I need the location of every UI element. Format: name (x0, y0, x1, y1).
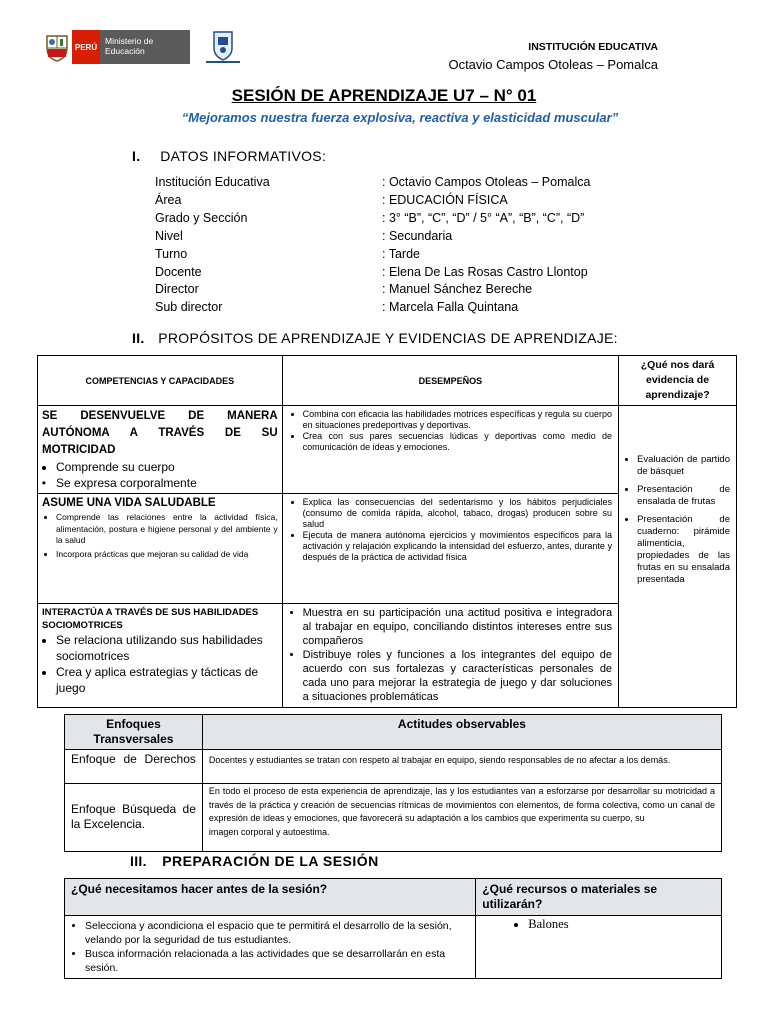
list-item: • Se expresa corporalmente (56, 475, 278, 491)
list-item: • Distribuye roles y funciones a los integrantes del equipo de acuerdo con sus fortalezas y características personales de cada uno para mejorar la estrategia de juego y dar soluciones a situaciones problemáticas (303, 648, 612, 704)
section-3-heading (130, 853, 379, 869)
table-header-row (65, 879, 722, 916)
info-value: : 3° “B”, “C”, “D” / 5° “A”, “B”, “C”, “D” (382, 211, 585, 225)
learning-purposes-table (37, 355, 737, 708)
section-3-number: III. (130, 853, 147, 869)
info-value: : Marcela Falla Quintana (382, 300, 519, 314)
list-item: • Muestra en su participación una actitud positiva e integradora al trabajar en equipo, conciliando distintos intereses entre sus compañeros (303, 606, 612, 648)
evidencias-list (625, 454, 730, 586)
antes-list (71, 919, 469, 975)
info-label: Docente (155, 265, 202, 279)
list-item: • Explica las consecuencias del sedentarismo y los hábitos perjudiciales (consumo de comida rápida, alcohol, tabaco, drogas) producen sobre su salud (303, 497, 612, 530)
header-desempenos: DESEMPEÑOS (282, 356, 618, 406)
info-label: Director (155, 282, 199, 296)
section-2-title: PROPÓSITOS DE APRENDIZAJE Y EVIDENCIAS DE APRENDIZAJE: (158, 330, 618, 346)
list-item: • Balones (528, 917, 715, 931)
table-header-row (38, 356, 737, 406)
actitud-text: En todo el proceso de esta experiencia de aprendizaje, las y los estudiantes van a esforzarse por desarrollar su motricidad a través de la práctica y creación de secuencias rítmicas de movimientos con elementos, de forma colectiva, como un canal de expresión de ideas y emociones, que favorecerá su adaptación a los cambios que experimenta su cuerpo, su (208, 786, 715, 823)
header-competencias: COMPETENCIAS Y CAPACIDADES (38, 356, 283, 406)
list-item: • Busca información relacionada a las actividades que se desarrollarán en esta sesión. (85, 947, 469, 975)
actitud-text-cont: imagen corporal y autoestima. (208, 826, 330, 837)
actitud-cell (202, 784, 721, 852)
recursos-list (506, 917, 715, 931)
list-item: • Evaluación de partido de básquet (637, 454, 730, 478)
header-actitudes: Actitudes observables (202, 715, 721, 750)
info-label: Sub director (155, 300, 223, 314)
list-item: • Comprende su cuerpo (56, 459, 278, 475)
evidencia-cell (619, 406, 737, 708)
enfoques-table (64, 714, 722, 852)
table-row (65, 916, 722, 979)
list-item: • Combina con eficacia las habilidades motrices específicas y regula su cuerpo en situaciones predeportivas y deportivas. (303, 409, 612, 431)
section-2-number: II. (132, 330, 145, 346)
institution-name: Octavio Campos Otoleas – Pomalca (448, 57, 658, 72)
capacidades-list (42, 512, 278, 560)
info-value: : Octavio Campos Otoleas – Pomalca (382, 175, 591, 189)
competencia-cell (38, 604, 283, 708)
info-value: : Manuel Sánchez Bereche (382, 282, 533, 296)
enfoque-cell: Enfoque de Derechos (65, 750, 203, 784)
enfoque-cell: Enfoque Búsqueda de la Excelencia. (65, 784, 203, 852)
list-item: • Presentación de cuaderno: pirámide alimenticia, propiedades de las frutas en su ensalada presentada (637, 514, 730, 586)
info-label: Grado y Sección (155, 211, 248, 225)
header-evidencia: ¿Qué nos dará evidencia de aprendizaje? (619, 356, 737, 406)
capacidades-list (42, 459, 278, 491)
info-value: : Secundaria (382, 229, 453, 243)
competencia-title: INTERACTÚA A TRAVÉS DE SUS HABILIDADES SOCIOMOTRICES (42, 607, 259, 631)
actitud-cell: Docentes y estudiantes se tratan con respeto al trabajar en equipo, siendo responsables de no afectar a los demás. (202, 750, 721, 784)
desempenos-cell (282, 494, 618, 604)
peru-coat-of-arms-icon (42, 30, 72, 64)
header-antes: ¿Qué necesitamos hacer antes de la sesión? (65, 879, 476, 916)
list-item: • Comprende las relaciones entre la actividad física, alimentación, postura e higiene personal y del ambiente y la salud (56, 512, 278, 547)
section-1-heading (132, 148, 326, 164)
recursos-cell (476, 916, 722, 979)
capacidades-list (42, 632, 278, 696)
info-value: : Elena De Las Rosas Castro Llontop (382, 265, 588, 279)
ministry-logo (42, 30, 190, 64)
competencia-title: ASUME UNA VIDA SALUDABLE (42, 497, 216, 509)
desempenos-list (289, 409, 612, 453)
desempenos-cell (282, 604, 618, 708)
section-1-title: DATOS INFORMATIVOS: (160, 148, 327, 164)
info-value: : Tarde (382, 247, 420, 261)
info-label: Turno (155, 247, 188, 261)
list-item: • Se relaciona utilizando sus habilidades sociomotrices (56, 632, 278, 664)
session-title: SESIÓN DE APRENDIZAJE U7 – N° 01 (231, 86, 537, 105)
info-label: Institución Educativa (155, 175, 270, 189)
peru-label: PERÚ (72, 30, 100, 64)
list-item: • Crea con sus pares secuencias lúdicas y deportivas como medio de comunicación de ideas y emociones. (303, 431, 612, 453)
competencia-cell (38, 494, 283, 604)
table-header-row (65, 715, 722, 750)
school-logo-icon (200, 28, 246, 64)
competencia-title: SE DESENVUELVE DE MANERA AUTÓNOMA A TRAVÉS DE SU MOTRICIDAD (42, 410, 278, 456)
info-value: : EDUCACIÓN FÍSICA (382, 193, 508, 207)
list-item: • Crea y aplica estrategias y tácticas de juego (56, 664, 278, 696)
list-item: • Ejecuta de manera autónoma ejercicios y movimientos específicos para la activación y relajación explicando la intensidad del esfuerzo, antes, durante y después de la práctica de actividad física (303, 530, 612, 563)
table-row (65, 750, 722, 784)
info-label: Área (155, 193, 182, 207)
info-label: Nivel (155, 229, 183, 243)
section-3-title: PREPARACIÓN DE LA SESIÓN (162, 853, 379, 869)
list-item: • Presentación de ensalada de frutas (637, 484, 730, 508)
desempenos-cell (282, 406, 618, 494)
session-preparation-table (64, 878, 722, 979)
antes-cell (65, 916, 476, 979)
table-row (38, 406, 737, 494)
table-row (65, 784, 722, 852)
institution-label: INSTITUCIÓN EDUCATIVA (528, 41, 658, 53)
list-item: • Incorpora prácticas que mejoran su calidad de vida (56, 549, 278, 561)
desempenos-list (289, 606, 612, 704)
section-1-number: I. (132, 148, 141, 164)
session-subtitle: “Mejoramos nuestra fuerza explosiva, reactiva y elasticidad muscular” (181, 110, 619, 125)
ministry-label: Ministerio de Educación (100, 30, 190, 64)
section-2-heading (132, 330, 618, 346)
header-enfoques: Enfoques Transversales (65, 715, 203, 750)
desempenos-list (289, 497, 612, 563)
header-recursos: ¿Qué recursos o materiales se utilizarán? (476, 879, 722, 916)
list-item: • Selecciona y acondiciona el espacio que te permitirá el desarrollo de la sesión, velando por la seguridad de tus estudiantes. (85, 919, 469, 947)
competencia-cell (38, 406, 283, 494)
